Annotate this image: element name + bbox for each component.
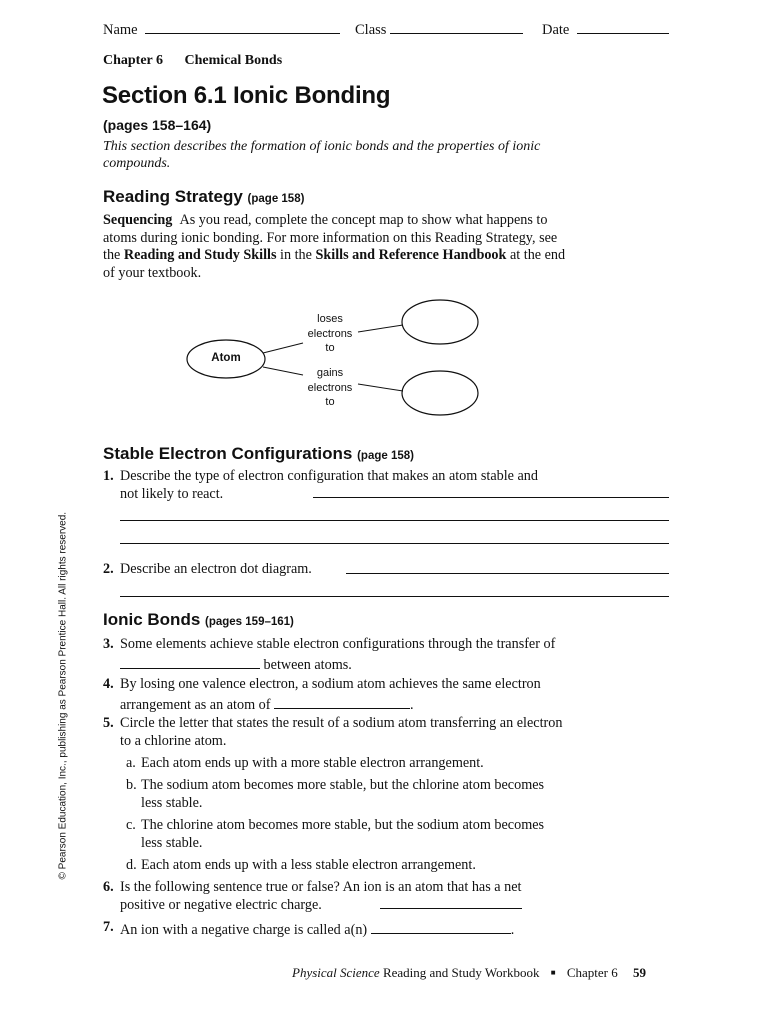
reading-strategy-text-1: As you read, complete the concept map to show what happens to atoms during ionic bonding. For more information on this Reading Strategy, see the: [103, 212, 558, 263]
answer-line-1a[interactable]: [313, 497, 669, 498]
question-1-text: Describe the type of electron configuration that makes an atom stable and not likely to react.: [120, 468, 538, 502]
option-c[interactable]: [126, 817, 566, 852]
lower-answer-oval[interactable]: [402, 371, 478, 415]
connector-upper-oval: [358, 325, 403, 332]
class-blank[interactable]: [390, 19, 523, 34]
section-title: Section 6.1 Ionic Bonding: [102, 82, 391, 109]
question-3-text: [103, 636, 560, 674]
date-label: Date: [542, 22, 570, 38]
answer-blank-3[interactable]: [120, 654, 260, 669]
stable-config-page: (page 158): [357, 450, 414, 462]
ionic-bonds-heading: [103, 610, 294, 630]
date-blank[interactable]: [577, 19, 669, 34]
question-6-text: Is the following sentence true or false? An ion is an atom that has a net positive or negative electric charge.: [120, 879, 522, 913]
question-2: [103, 561, 573, 579]
reading-strategy-page: (page 158): [247, 193, 305, 205]
footer-book-rest: Reading and Study Workbook: [382, 965, 540, 980]
date-field: [542, 19, 669, 39]
question-2-text: Describe an electron dot diagram.: [120, 561, 312, 577]
question-3: [103, 636, 573, 674]
question-6-number: 6.: [103, 879, 114, 895]
option-a[interactable]: [126, 755, 566, 773]
page-footer: [292, 965, 646, 981]
question-4-text-b: .: [410, 696, 414, 713]
option-d-letter[interactable]: d.: [126, 857, 137, 873]
class-label: Class: [355, 22, 387, 38]
handbook-ref: Skills and Reference Handbook: [315, 247, 507, 263]
option-b-text: The sodium atom becomes more stable, but the chlorine atom becomes less stable.: [141, 777, 545, 811]
reading-strategy-text: [103, 212, 573, 282]
loses-line-3: to: [325, 342, 335, 354]
reading-skills-ref: Reading and Study Skills: [123, 247, 277, 263]
question-5-number: 5.: [103, 715, 114, 731]
stable-config-heading: [103, 444, 414, 464]
gains-line-1: gains: [316, 367, 344, 379]
name-label: Name: [103, 22, 138, 38]
class-field: [355, 19, 523, 39]
question-2-number: 2.: [103, 561, 114, 577]
question-4-number: 4.: [103, 676, 114, 692]
upper-answer-oval[interactable]: [402, 300, 478, 344]
question-7-number: 7.: [103, 919, 114, 935]
answer-line-2b[interactable]: [120, 596, 669, 597]
name-field: [103, 19, 340, 39]
gains-line-3: to: [325, 396, 335, 408]
option-d-text: Each atom ends up with a less stable electron arrangement.: [141, 857, 476, 873]
footer-bullet-icon: ■: [550, 968, 556, 977]
option-b-letter[interactable]: b.: [126, 777, 137, 793]
section-pages: (pages 158–164): [103, 117, 212, 133]
answer-line-6[interactable]: [380, 908, 522, 909]
chapter-label: [103, 53, 282, 69]
reading-strategy-heading: [103, 187, 304, 207]
ionic-bonds-page: (pages 159–161): [205, 616, 294, 628]
question-5: [103, 715, 573, 750]
option-c-text: The chlorine atom becomes more stable, but the sodium atom becomes less stable.: [141, 817, 545, 851]
chapter-title: Chemical Bonds: [184, 53, 283, 68]
option-d[interactable]: [126, 857, 566, 875]
copyright-notice: © Pearson Education, Inc., publishing as Pearson Prentice Hall. All rights reserved.: [57, 511, 69, 880]
question-7-text: [103, 919, 573, 940]
chapter-number: Chapter 6: [103, 53, 164, 68]
atom-label: Atom: [211, 352, 241, 364]
connector-lower-oval: [358, 384, 403, 391]
option-a-text: Each atom ends up with a more stable electron arrangement.: [141, 755, 484, 771]
connector-atom-upper: [263, 343, 303, 353]
answer-line-2a[interactable]: [346, 573, 669, 574]
section-description: This section describes the formation of ionic bonds and the properties of ionic compounds.: [103, 139, 541, 171]
reading-strategy-text-2: in the: [276, 247, 316, 263]
question-3-text-b: between atoms.: [263, 656, 352, 673]
question-7-text-a: An ion with a negative charge is called a(n): [120, 922, 368, 938]
connector-atom-lower: [263, 367, 303, 375]
option-c-letter[interactable]: c.: [126, 817, 136, 833]
footer-page-number: 59: [632, 965, 646, 980]
answer-line-1c[interactable]: [120, 543, 669, 544]
question-1-number: 1.: [103, 468, 114, 484]
footer-chapter: Chapter 6: [566, 965, 618, 980]
question-7: [103, 919, 573, 940]
question-4: [103, 676, 573, 714]
question-3-text-a: Some elements achieve stable electron configurations through the transfer of: [120, 636, 556, 652]
gains-line-2: electrons: [307, 381, 353, 394]
loses-electrons-label: [300, 312, 360, 356]
option-b[interactable]: [126, 777, 566, 812]
answer-line-1b[interactable]: [120, 520, 669, 521]
answer-blank-7[interactable]: [371, 919, 511, 934]
question-4-text: [103, 676, 560, 714]
question-4-text-a: By losing one valence electron, a sodium atom achieves the same electron arrangement as an atom of: [120, 676, 541, 713]
question-3-number: 3.: [103, 636, 114, 652]
question-5-text: Circle the letter that states the result of a sodium atom transferring an electron to a chlorine atom.: [120, 715, 563, 749]
footer-book-italic: Physical Science: [292, 965, 380, 980]
ionic-bonds-title: Ionic Bonds: [103, 610, 201, 629]
question-7-text-b: .: [510, 922, 515, 938]
name-blank[interactable]: [145, 19, 340, 34]
reading-strategy-text-3: at the end of your textbook.: [103, 247, 566, 281]
sequencing-label: Sequencing: [103, 212, 173, 228]
stable-config-title: Stable Electron Configurations: [103, 444, 353, 463]
gains-electrons-label: [300, 366, 360, 410]
option-a-letter[interactable]: a.: [126, 755, 136, 771]
loses-line-1: loses: [317, 313, 343, 325]
answer-blank-4[interactable]: [274, 694, 410, 709]
reading-strategy-title: Reading Strategy: [103, 187, 243, 206]
loses-line-2: electrons: [307, 327, 353, 340]
